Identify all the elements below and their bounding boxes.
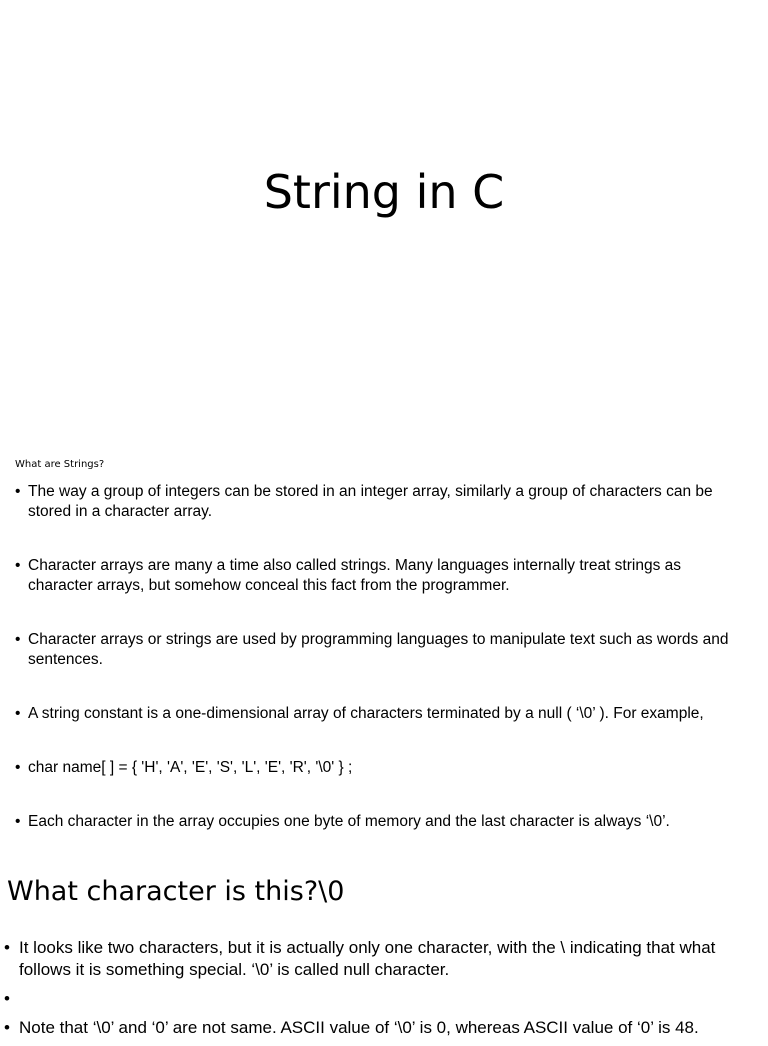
bullet-item: • Character arrays are many a time also called strings. Many languages internally treat strings as character arrays, but somehow conceal this fact from the programmer. [15,556,745,596]
slide-heading: What character is this?\0 [7,876,345,907]
bullet-item: • Note that ‘\0’ and ‘0’ are not same. ASCII value of ‘\0’ is 0, whereas ASCII value of ‘0’ is 48. [4,1017,734,1039]
bullet-item: • It looks like two characters, but it is actually only one character, with the \ indicating that what follows it is something special. ‘\0’ is called null character. [4,937,734,981]
bullet-list [15,482,745,866]
bullet-item: • Each character in the array occupies one byte of memory and the last character is always ‘\0’. [15,812,745,832]
title-slide [0,0,768,432]
bullet-item: • A string constant is a one-dimensional array of characters terminated by a null ( ‘\0’ ). For example, [15,704,745,724]
bullet-list [4,937,734,1046]
bullet-item: • char name[ ] = { 'H', 'A', 'E', 'S', 'L', 'E', 'R', '\0' } ; [15,758,745,778]
slide-title: String in C [263,165,505,219]
slide-heading: What are Strings? [15,459,105,470]
bullet-item [4,988,734,1010]
strings-slide [0,452,768,864]
bullet-item: • The way a group of integers can be stored in an integer array, similarly a group of characters can be stored in a character array. [15,482,745,522]
null-character-slide [0,868,768,1037]
bullet-item: • Character arrays or strings are used by programming languages to manipulate text such as words and sentences. [15,630,745,670]
